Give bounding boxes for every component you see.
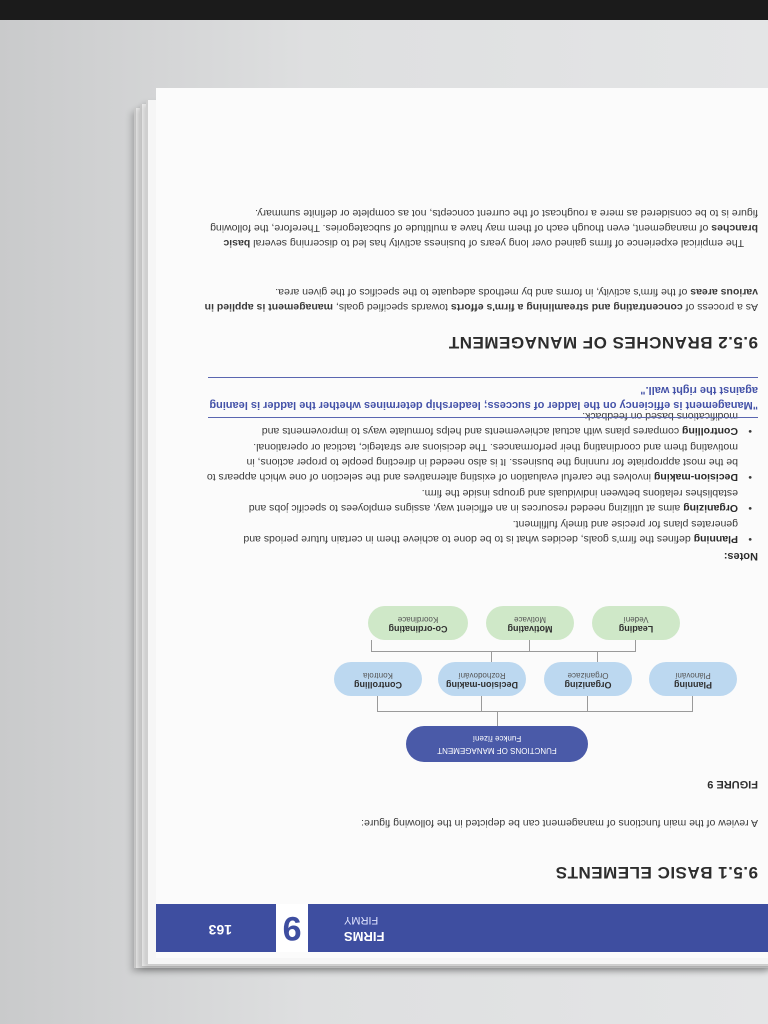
diagram-node-title: Co-ordinating [388, 624, 448, 634]
diagram-node-subtitle: Rozhodování [458, 671, 506, 680]
chapter-number: 9 [276, 904, 308, 952]
diagram-connector [635, 640, 636, 652]
note-text: involves the careful evaluation of existing alternatives and the selection of one which appears to be the most appropriate for running the business. It is also needed in directing people to proper actions, in motivating them and coordinating their performances. The decisions are strategic, tactical or operational. [206, 441, 738, 483]
diagram-node-co-ordinating [368, 606, 468, 640]
diagram-node-title: Controlling [354, 680, 402, 690]
diagram-node-organizing [544, 662, 632, 696]
management-quote: "Management is efficiency on the ladder of success; leadership determines whether the ladder is leaning against the right wall." [208, 377, 758, 418]
diagram-node-decision-making [438, 662, 526, 696]
note-text: aims at utilizing needed resources in an efficient way, assigns employees to specific jobs and establishes relations between individuals and groups inside the firm. [248, 487, 738, 514]
list-item [198, 439, 758, 484]
diagram-connector [491, 652, 492, 662]
chapter-header [156, 904, 768, 952]
section-heading-branches: 9.5.2 BRANCHES OF MANAGEMENT [448, 333, 758, 352]
page-number: 163 [208, 922, 232, 938]
diagram-node-subtitle: Motivace [514, 615, 547, 624]
diagram-node-leading [592, 606, 680, 640]
diagram-connector [377, 696, 378, 712]
paragraph-text: of the firm's activity, in forms and by methods adequate to the specifics of the given area. [275, 286, 691, 298]
section-paragraph-1 [200, 284, 758, 314]
diagram-connector [587, 696, 588, 712]
diagram-connector [371, 640, 372, 652]
notes-label: Notes: [723, 550, 758, 562]
figure-label: FIGURE 9 [707, 778, 758, 790]
note-text: defines the firm's goals, decides what is to be done to achieve them in certain future periods and generates plans for precise and timely fulfilment. [243, 518, 738, 545]
diagram-connector [597, 652, 598, 662]
paragraph-text: The empirical experience of firms gained over long years of business activity has led to discerning several [250, 237, 744, 249]
paragraph-text: of management, even though each of them may have a multitude of subcategories. Therefore, the following figure is to be considered as mere a roughcast of the current concepts, not as complete or definite summary. [210, 207, 758, 234]
chapter-subtitle: FIRMY [344, 914, 379, 926]
diagram-node-controlling [334, 662, 422, 696]
diagram-connector [529, 640, 530, 652]
diagram-node-subtitle: Kontrola [363, 671, 393, 680]
section-heading-basic-elements: 9.5.1 BASIC ELEMENTS [555, 863, 758, 882]
diagram-root-node [406, 726, 588, 762]
diagram-node-title: Organizing [564, 680, 612, 690]
note-term: Organizing [683, 502, 738, 514]
diagram-node-subtitle: Organizace [567, 671, 609, 680]
diagram-node-planning [649, 662, 737, 696]
note-term: Planning [693, 533, 738, 545]
paragraph-emphasis: management is applied in various areas [204, 286, 758, 313]
note-term: Controlling [682, 425, 738, 437]
book-page [156, 88, 768, 958]
diagram-node-subtitle: Koordinace [397, 615, 439, 624]
diagram-node-subtitle: Vedení [623, 615, 649, 624]
paragraph-emphasis: concentrating and streamlining a firm's efforts [450, 301, 683, 313]
list-item [198, 485, 758, 515]
diagram-node-title: Planning [674, 680, 712, 690]
paragraph-text: As a process of [682, 301, 758, 313]
diagram-node-motivating [486, 606, 574, 640]
note-text: compares plans with actual achievements and helps formulate ways to improvements and modifications based on feedback. [261, 410, 738, 437]
diagram-node-title: Decision-making [445, 680, 519, 690]
diagram-node-title: Motivating [507, 624, 553, 634]
diagram-connector [481, 696, 482, 712]
note-term: Decision-making [653, 471, 738, 483]
diagram-connector [372, 651, 636, 652]
scanner-top-edge [0, 0, 768, 20]
diagram-root-subtitle: Funkce řízení [472, 734, 522, 743]
section-intro: A review of the main functions of management can be depicted in the following figure: [361, 817, 758, 829]
diagram-connector [497, 712, 498, 726]
paragraph-emphasis: basic branches [223, 222, 758, 249]
chapter-title: FIRMS [344, 929, 385, 944]
section-paragraph-2 [200, 205, 758, 250]
notes-list [198, 407, 758, 546]
diagram-connector [377, 711, 693, 712]
diagram-node-title: Leading [618, 624, 654, 634]
diagram-root-title: FUNCTIONS OF MANAGEMENT [437, 746, 557, 755]
diagram-connector [692, 696, 693, 712]
diagram-node-subtitle: Plánování [675, 671, 711, 680]
paragraph-text: towards specified goals, [333, 301, 451, 313]
list-item [198, 516, 758, 546]
